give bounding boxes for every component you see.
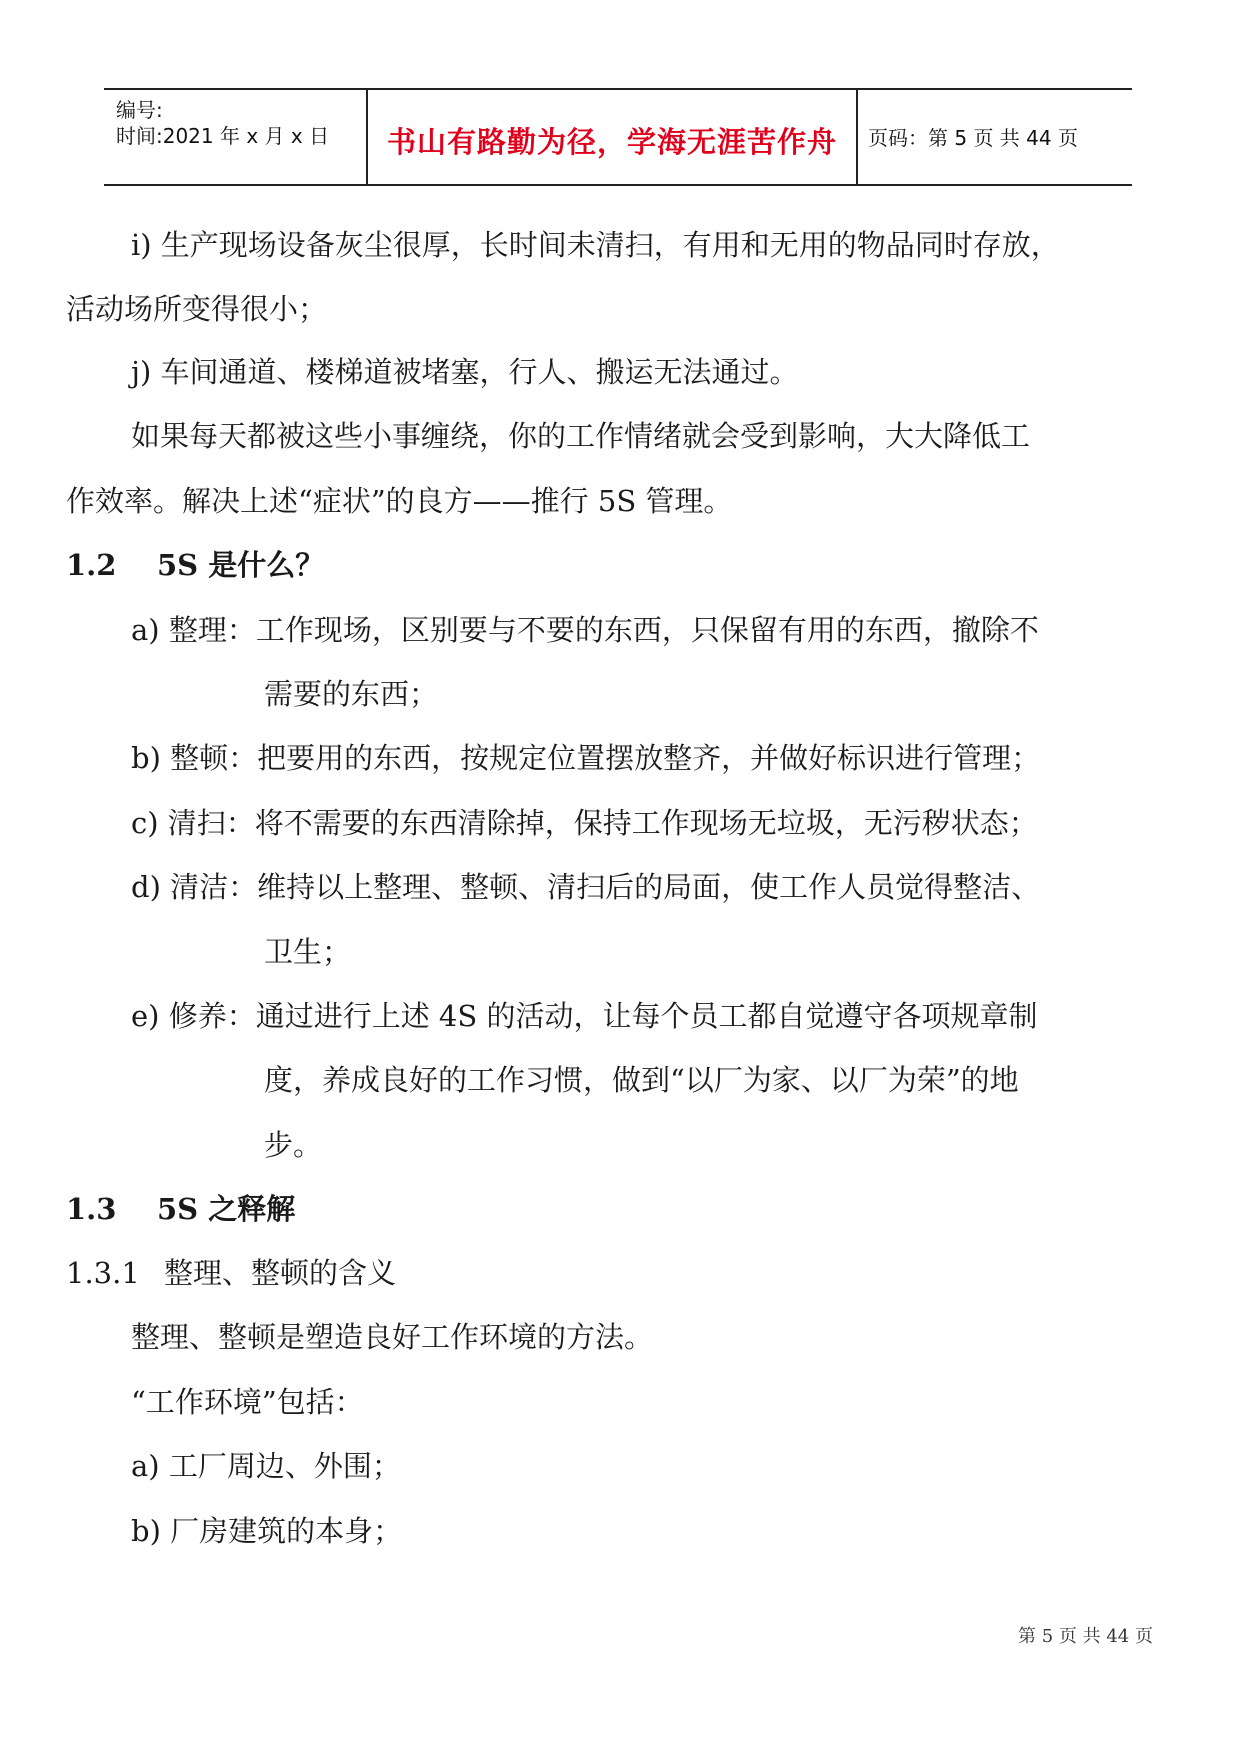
header-page-label: 页码：第 5 页 共 44 页 bbox=[868, 126, 1078, 150]
section-1-2-number: 1.2 bbox=[66, 548, 117, 582]
paragraph-environment: 整理、整顿是塑造良好工作环境的方法。 bbox=[131, 1320, 654, 1354]
page-footer: 第 5 页 共 44 页 bbox=[1018, 1626, 1153, 1647]
section-1-3-number: 1.3 bbox=[66, 1192, 117, 1226]
list-item-a-line1: a) 整理：工作现场，区别要与不要的东西，只保留有用的东西，撤除不 bbox=[131, 613, 1039, 647]
list-item-d-line2: 卫生； bbox=[264, 935, 352, 969]
header-page-cell bbox=[856, 90, 1132, 184]
document-time-label: 时间:2021 年 x 月 x 日 bbox=[116, 124, 330, 148]
paragraph-item-j: j) 车间通道、楼梯道被堵塞，行人、搬运无法通过。 bbox=[131, 355, 799, 389]
paragraph-intro-line1: 如果每天都被这些小事缠绕，你的工作情绪就会受到影响，大大降低工 bbox=[131, 419, 1031, 453]
document-header bbox=[104, 88, 1132, 186]
section-1-3-1-title: 整理、整顿的含义 bbox=[164, 1256, 397, 1290]
paragraph-item-i-line1: i) 生产现场设备灰尘很厚，长时间未清扫，有用和无用的物品同时存放， bbox=[131, 228, 1060, 262]
list-item-e-line3: 步。 bbox=[264, 1128, 323, 1162]
section-1-3-title: 5S 之释解 bbox=[157, 1192, 296, 1226]
header-meta-cell bbox=[104, 90, 366, 184]
section-1-2-title: 5S 是什么？ bbox=[157, 548, 325, 582]
header-motto: 书山有路勤为径，学海无涯苦作舟 bbox=[386, 125, 837, 159]
list-item-d-line1: d) 清洁：维持以上整理、整顿、清扫后的局面，使工作人员觉得整洁、 bbox=[131, 870, 1041, 904]
list-item-a-line2: 需要的东西； bbox=[264, 677, 439, 711]
list-item-b: b) 整顿：把要用的东西，按规定位置摆放整齐，并做好标识进行管理； bbox=[131, 741, 1041, 775]
list-item-e-line2: 度，养成良好的工作习惯，做到“以厂为家、以厂为荣”的地 bbox=[264, 1063, 1019, 1097]
header-motto-cell bbox=[366, 90, 858, 184]
paragraph-intro-line2: 作效率。解决上述“症状”的良方——推行 5S 管理。 bbox=[66, 484, 733, 518]
document-number-label: 编号: bbox=[116, 98, 163, 122]
list-item-e-line1: e) 修养：通过进行上述 4S 的活动，让每个员工都自觉遵守各项规章制 bbox=[131, 999, 1038, 1033]
environment-item-b: b) 厂房建筑的本身； bbox=[131, 1514, 403, 1548]
list-item-c: c) 清扫：将不需要的东西清除掉，保持工作现场无垃圾，无污秽状态； bbox=[131, 806, 1038, 840]
paragraph-environment-includes: “工作环境”包括： bbox=[131, 1385, 364, 1419]
paragraph-item-i-line2: 活动场所变得很小； bbox=[66, 292, 328, 326]
section-1-3-1-number: 1.3.1 bbox=[66, 1256, 140, 1290]
environment-item-a: a) 工厂周边、外围； bbox=[131, 1449, 401, 1483]
